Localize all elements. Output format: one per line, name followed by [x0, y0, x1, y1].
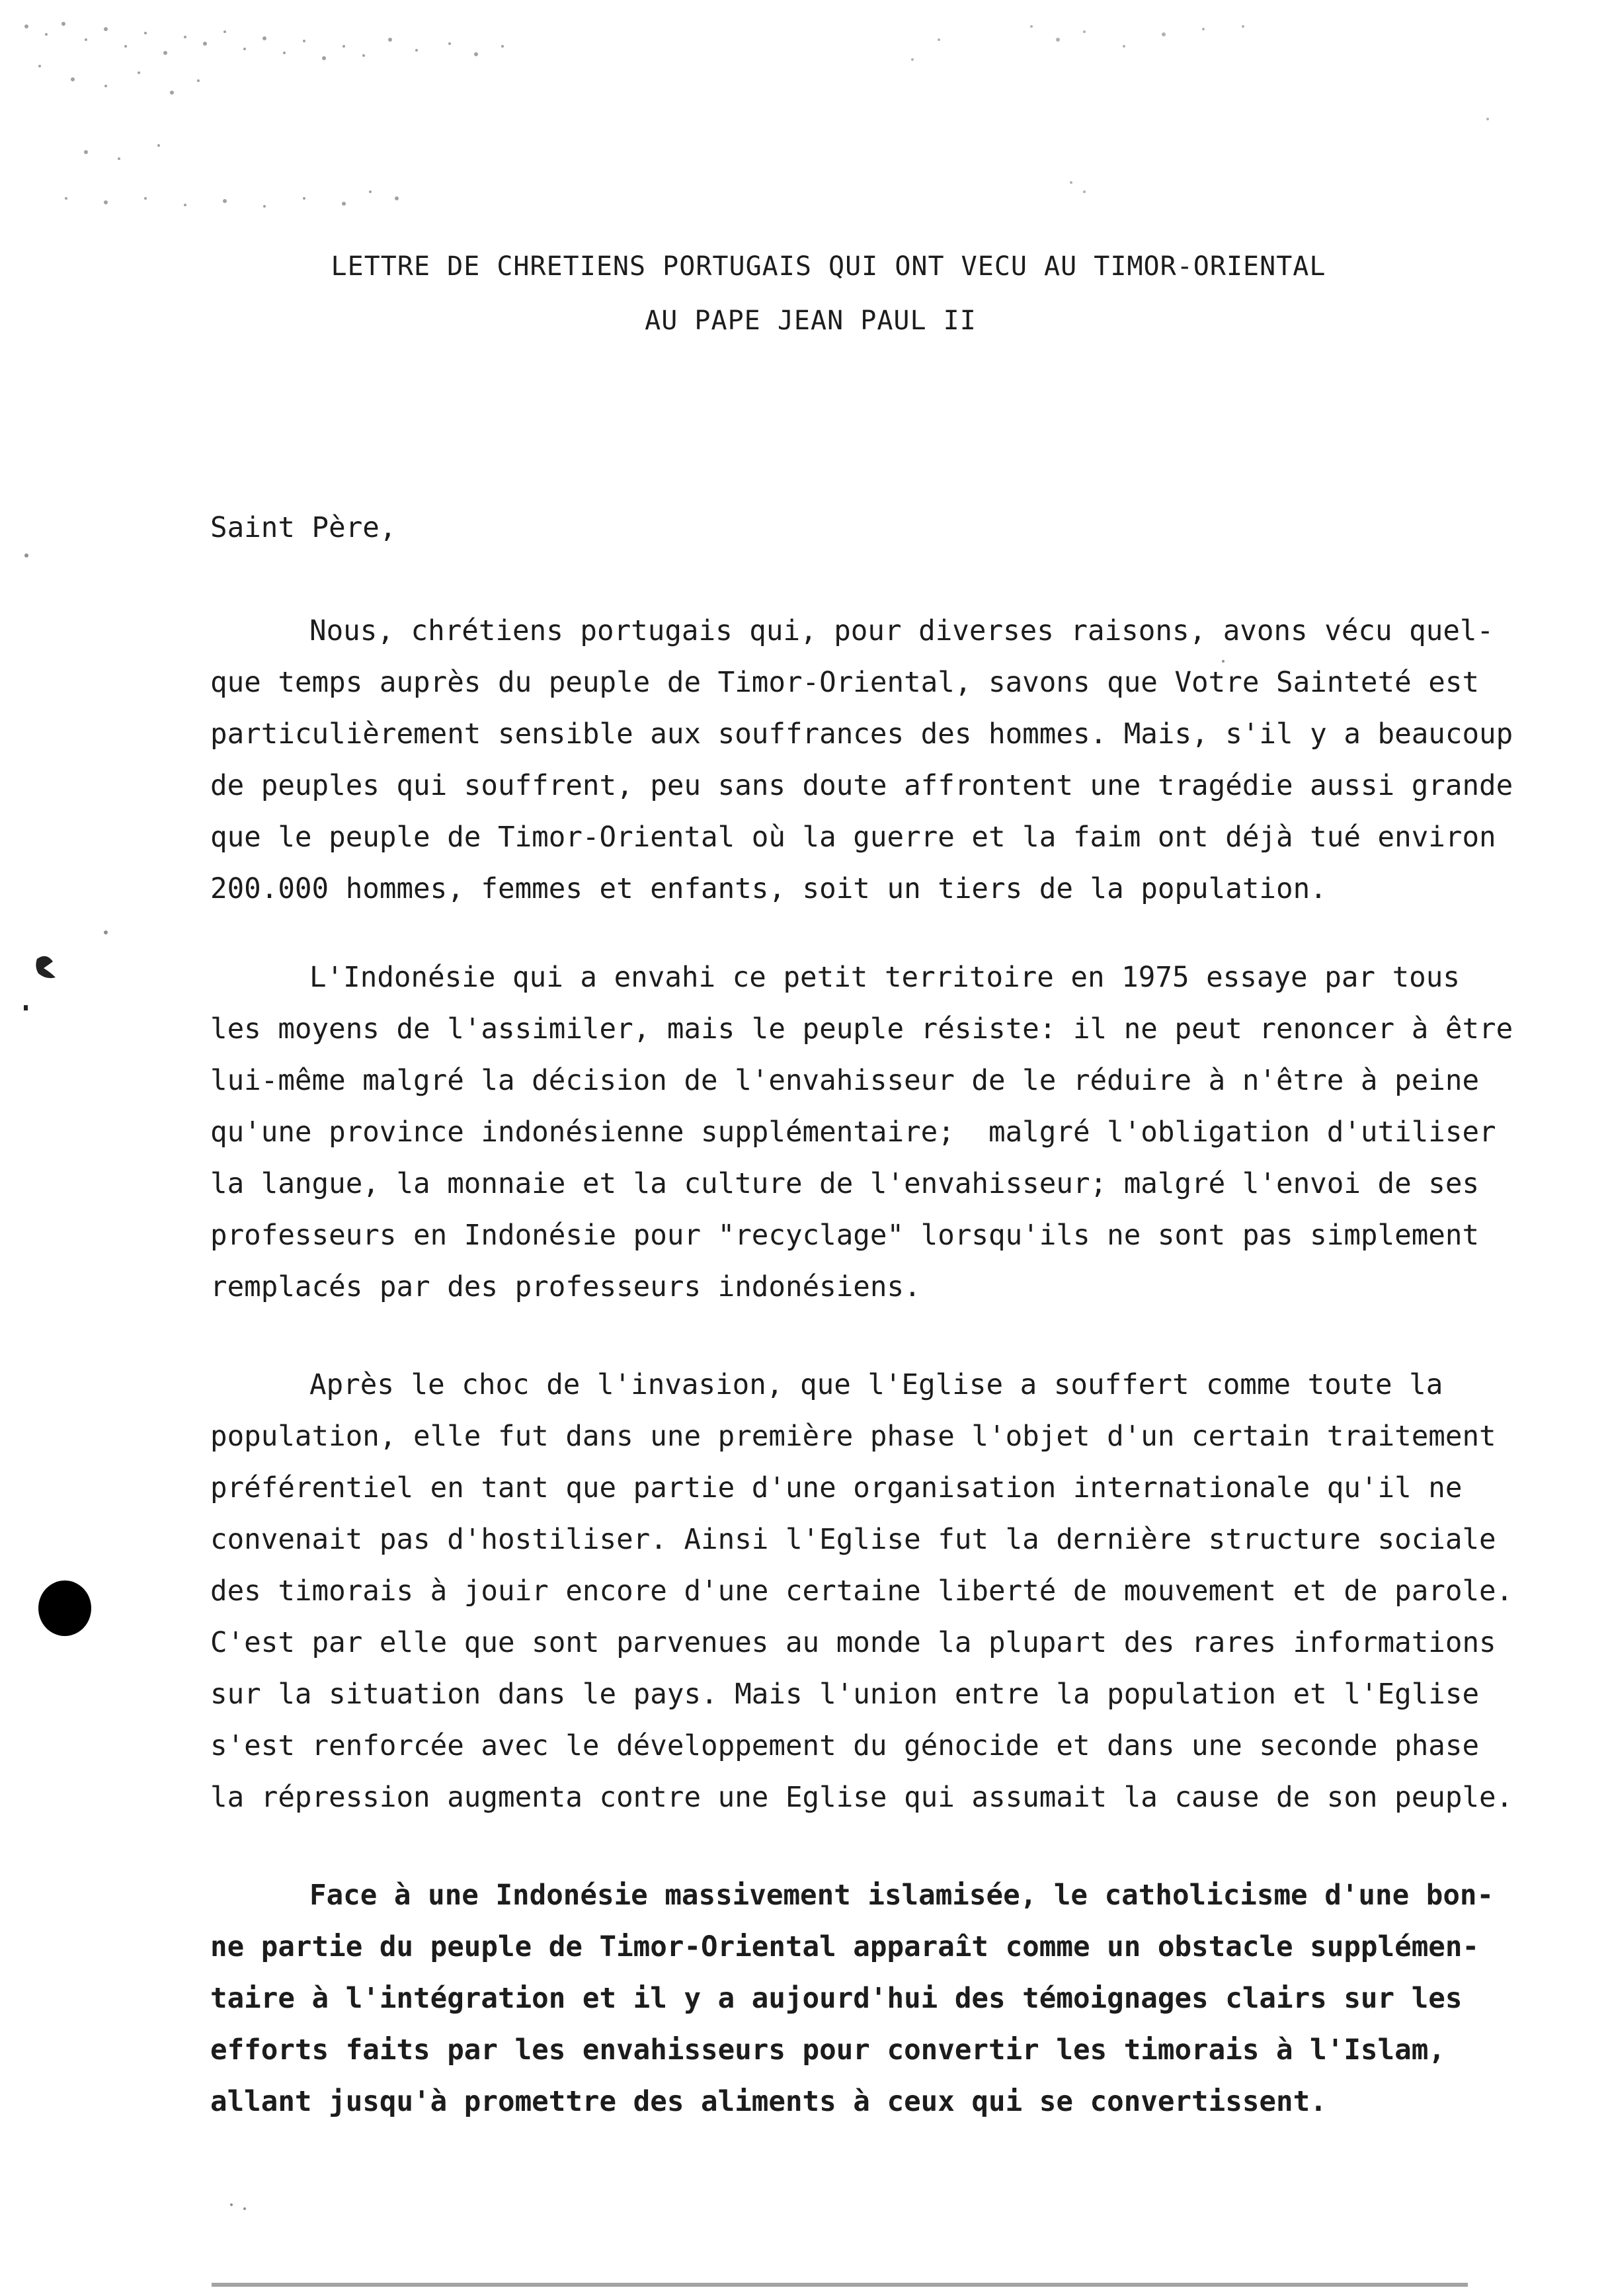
paragraph-line: particulièrement sensible aux souffrances des hommes. Mais, s'il y a beaucoup: [210, 718, 1513, 751]
paragraph-line: les moyens de l'assimiler, mais le peuple résiste: il ne peut renoncer à être: [210, 1013, 1513, 1046]
paragraph-line: efforts faits par les envahisseurs pour convertir les timorais à l'Islam,: [210, 2034, 1445, 2067]
letter-body: [210, 503, 1513, 2143]
paragraph-line: que le peuple de Timor-Oriental où la guerre et la faim ont déjà tué environ: [210, 821, 1496, 854]
punch-mark-small: [24, 1005, 28, 1010]
ink-blot: [38, 1580, 91, 1636]
title-line-2: AU PAPE JEAN PAUL II: [645, 306, 977, 336]
top-left-noise: [24, 22, 504, 208]
paragraph-line: remplacés par des professeurs indonésiens.: [210, 1271, 921, 1303]
paragraph-line: ne partie du peuple de Timor-Oriental apparaît comme un obstacle supplémen-: [210, 1931, 1480, 1963]
paragraph-line: C'est par elle que sont parvenues au monde la plupart des rares informations: [210, 1627, 1496, 1659]
paragraph-line: lui-même malgré la décision de l'envahisseur de le réduire à n'être à peine: [210, 1065, 1480, 1097]
title-line-1: LETTRE DE CHRETIENS PORTUGAIS QUI ONT VECU AU TIMOR-ORIENTAL: [331, 251, 1326, 282]
paragraph-line: L'Indonésie qui a envahi ce petit territoire en 1975 essaye par tous: [309, 962, 1460, 994]
bottom-edge-noise: [212, 2283, 1468, 2287]
paragraph-line: Après le choc de l'invasion, que l'Eglise a souffert comme toute la: [309, 1369, 1443, 1401]
paragraph-line: de peuples qui souffrent, peu sans doute affrontent une tragédie aussi grande: [210, 770, 1513, 802]
paragraph-line: 200.000 hommes, femmes et enfants, soit un tiers de la population.: [210, 873, 1327, 905]
paragraph-line: s'est renforcée avec le développement du génocide et dans une seconde phase: [210, 1730, 1480, 1762]
paragraph-line: des timorais à jouir encore d'une certaine liberté de mouvement et de parole.: [210, 1575, 1513, 1608]
paragraph-line: la langue, la monnaie et la culture de l'envahisseur; malgré l'envoi de ses: [210, 1168, 1480, 1200]
paragraph-line: préférentiel en tant que partie d'une organisation internationale qu'il ne: [210, 1472, 1463, 1504]
paragraph-line: professeurs en Indonésie pour "recyclage" lorsqu'ils ne sont pas simplement: [210, 1219, 1480, 1252]
paragraph-line: allant jusqu'à promettre des aliments à ceux qui se convertissent.: [210, 2086, 1327, 2118]
paragraph-line: que temps auprès du peuple de Timor-Oriental, savons que Votre Sainteté est: [210, 667, 1480, 699]
paragraph-line: Face à une Indonésie massivement islamisée, le catholicisme d'une bon-: [309, 1879, 1494, 1912]
paragraph-line: Nous, chrétiens portugais qui, pour diverses raisons, avons vécu quel-: [309, 615, 1494, 647]
paragraph-3: [210, 1360, 1513, 1824]
paragraph-line: convenait pas d'hostiliser. Ainsi l'Eglise fut la dernière structure sociale: [210, 1524, 1496, 1556]
salutation: Saint Père,: [210, 512, 397, 544]
paragraph-line: taire à l'intégration et il y a aujourd'hui des témoignages clairs sur les: [210, 1983, 1463, 2015]
paragraph-line: la répression augmenta contre une Eglise qui assumait la cause de son peuple.: [210, 1782, 1513, 1814]
paragraph-2: [210, 952, 1513, 1313]
top-right-noise: [911, 25, 1489, 193]
punch-mark: [36, 956, 56, 978]
paragraph-line: qu'une province indonésienne supplémentaire; malgré l'obligation d'utiliser: [210, 1116, 1496, 1149]
paragraph-1: [210, 606, 1513, 915]
paragraph-4: [210, 1870, 1506, 2128]
letter-title: [0, 239, 1608, 348]
paragraph-line: population, elle fut dans une première phase l'objet d'un certain traitement: [210, 1420, 1496, 1453]
paragraph-line: sur la situation dans le pays. Mais l'union entre la population et l'Eglise: [210, 1678, 1480, 1711]
